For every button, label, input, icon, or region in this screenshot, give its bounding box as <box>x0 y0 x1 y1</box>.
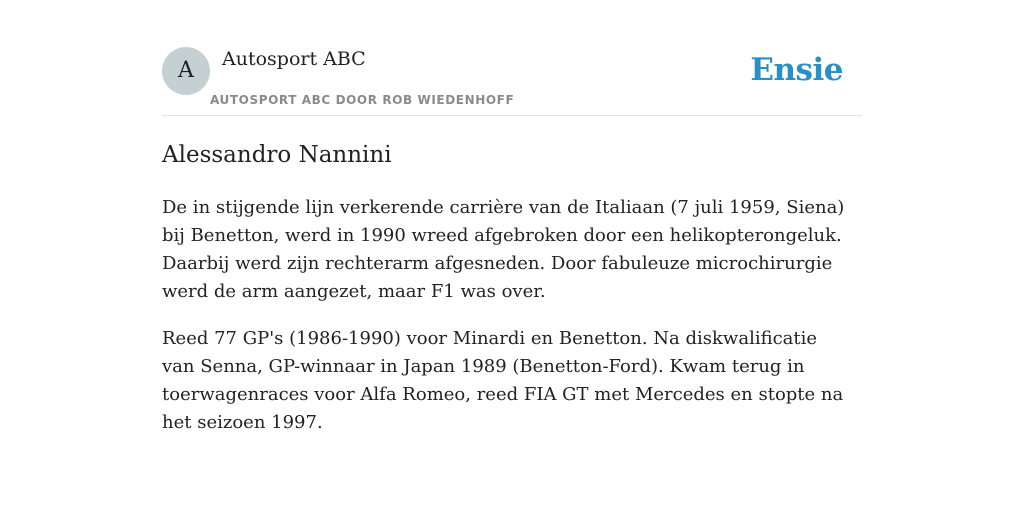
article-title: Alessandro Nannini <box>162 142 392 168</box>
article-paragraph: De in stijgende lijn verkerende carrière van de Italiaan (7 juli 1959, Siena) bij Benetton, werd in 1990 wreed afgebroken door een helikopterongeluk. Daarbij werd zijn rechterarm afgesneden. Door fabuleuze microchirurgie werd de arm aangezet, maar F1 was over. <box>162 197 845 302</box>
article-body <box>162 140 852 437</box>
author-name[interactable]: Autosport ABC <box>222 48 366 70</box>
avatar[interactable]: A <box>162 47 210 95</box>
byline: AUTOSPORT ABC DOOR ROB WIEDENHOFF <box>210 93 515 107</box>
article-paragraph: Reed 77 GP's (1986-1990) voor Minardi en Benetton. Na diskwalificatie van Senna, GP-winnaar in Japan 1989 (Benetton-Ford). Kwam terug in toerwagenraces voor Alfa Romeo, reed FIA GT met Mercedes en stopte na het seizoen 1997. <box>162 328 844 433</box>
brand-logo[interactable]: Ensie <box>750 52 843 88</box>
article-header <box>162 46 862 116</box>
